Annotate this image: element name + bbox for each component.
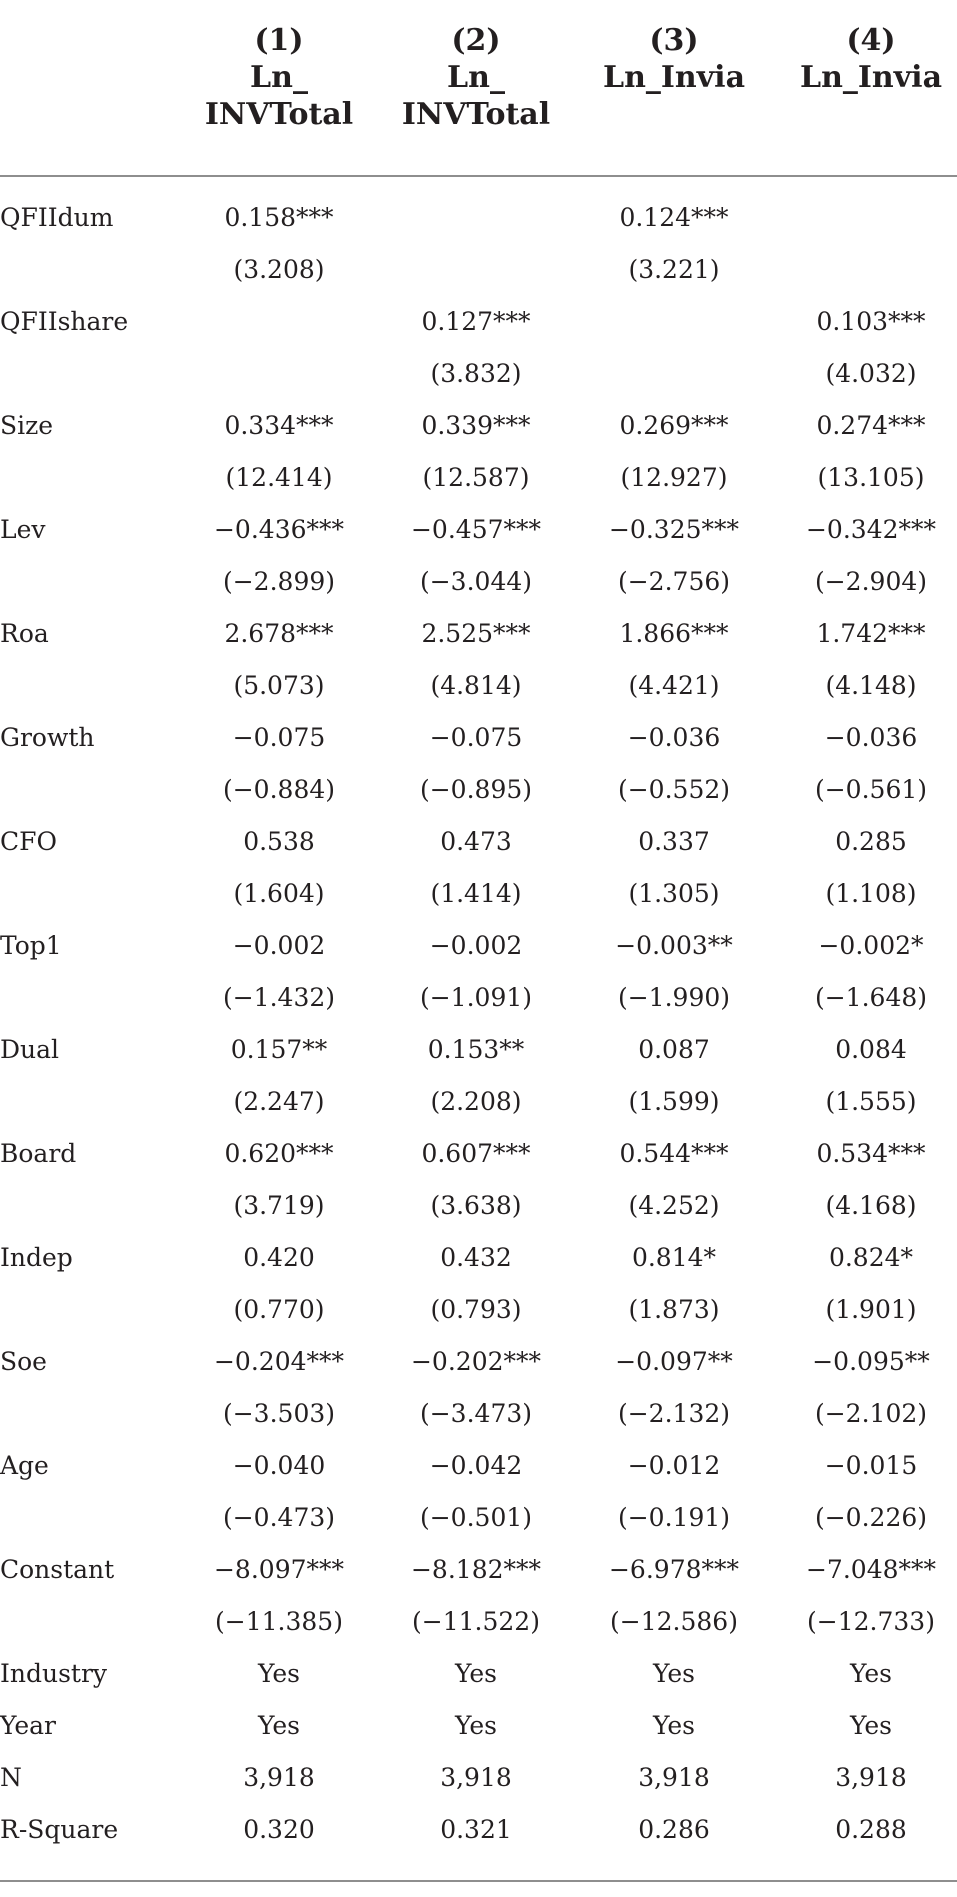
table-cell: (1.873) [628,1295,720,1324]
table-row [0,1752,957,1804]
table-cell: −0.095** [812,1347,930,1376]
table-cell: (1.599) [628,1087,720,1116]
table-row [0,1804,957,1856]
table-cell: (3.638) [430,1191,522,1220]
table-cell: 1.742*** [816,619,926,648]
table-row [0,1024,957,1076]
table-cell: −0.097** [615,1347,733,1376]
table-cell: (3.208) [233,255,325,284]
row-label: Lev [0,515,46,544]
table-cell: −0.325*** [608,515,740,544]
table-cell: 0.321 [440,1815,512,1844]
row-label: Top1 [0,931,62,960]
table-cell: (−2.102) [814,1399,928,1428]
table-cell: (−2.132) [617,1399,731,1428]
table-cell: 0.153** [427,1035,525,1064]
table-cell: (4.148) [825,671,917,700]
table-cell: (1.108) [825,879,917,908]
table-cell: −6.978*** [608,1555,740,1584]
table-cell: (0.793) [430,1295,522,1324]
row-label: Soe [0,1347,47,1376]
table-cell: (4.252) [628,1191,720,1220]
table-cell: 0.124*** [619,203,729,232]
table-row [0,1076,957,1128]
table-cell: (1.414) [430,879,522,908]
table-row [0,504,957,556]
row-label: Growth [0,723,95,752]
table-cell: (0.770) [233,1295,325,1324]
table-cell: −0.075 [232,723,326,752]
table-row [0,764,957,816]
table-cell: Yes [455,1659,497,1688]
table-row [0,348,957,400]
table-cell: (1.901) [825,1295,917,1324]
table-row [0,1596,957,1648]
table-cell: 0.814* [631,1243,717,1272]
table-cell: −0.015 [824,1451,918,1480]
table-cell: 1.866*** [619,619,729,648]
table-cell: −0.457*** [410,515,542,544]
table-cell: −0.003** [615,931,733,960]
table-row [0,660,957,712]
column-header-2 [378,22,574,133]
table-cell: 0.432 [440,1243,512,1272]
column-header-1 [181,22,377,133]
table-cell: (4.168) [825,1191,917,1220]
table-cell: Yes [455,1711,497,1740]
table-body [0,192,957,1856]
table-cell: (−0.226) [814,1503,928,1532]
column-number: (4) [846,23,896,58]
table-cell: (−0.552) [617,775,731,804]
table-cell: (12.927) [620,463,728,492]
row-label: CFO [0,827,57,856]
table-cell: (−12.733) [807,1607,935,1636]
column-number: (2) [451,23,501,58]
table-cell: (13.105) [817,463,925,492]
table-cell: −0.012 [627,1451,721,1480]
table-cell: 0.420 [243,1243,315,1272]
table-cell: −0.436*** [213,515,345,544]
table-cell: Yes [850,1711,892,1740]
table-row [0,244,957,296]
table-cell: −0.042 [429,1451,523,1480]
table-row [0,1700,957,1752]
table-cell: (5.073) [233,671,325,700]
table-cell: (1.604) [233,879,325,908]
table-row [0,608,957,660]
table-cell: 0.269*** [619,411,729,440]
table-cell: 0.087 [638,1035,710,1064]
table-cell: (2.247) [233,1087,325,1116]
column-variable: Ln_ INVTotal [204,60,354,132]
table-cell: 0.084 [835,1035,907,1064]
row-label: Dual [0,1035,60,1064]
table-row [0,1440,957,1492]
table-cell: −0.036 [627,723,721,752]
table-cell: −0.040 [232,1451,326,1480]
table-cell: (−0.191) [617,1503,731,1532]
table-cell: (4.814) [430,671,522,700]
table-row [0,920,957,972]
table-cell: (3.221) [628,255,720,284]
table-cell: (−11.385) [215,1607,343,1636]
table-cell: (−0.473) [222,1503,336,1532]
column-number: (3) [649,23,699,58]
table-cell: −0.002 [429,931,523,960]
table-cell: 0.288 [835,1815,907,1844]
table-cell: 0.620*** [224,1139,334,1168]
table-row [0,1232,957,1284]
table-cell: Yes [258,1711,300,1740]
table-row [0,556,957,608]
table-cell: 0.285 [835,827,907,856]
table-cell: 0.320 [243,1815,315,1844]
column-variable: Ln_Invia [602,60,746,95]
row-label: Constant [0,1555,115,1584]
table-cell: (4.421) [628,671,720,700]
table-row [0,816,957,868]
table-cell: −8.182*** [410,1555,542,1584]
table-cell: (−1.990) [617,983,731,1012]
table-row [0,1180,957,1232]
column-header-4 [773,22,957,96]
table-cell: (−0.884) [222,775,336,804]
table-row [0,972,957,1024]
row-label: Year [0,1711,56,1740]
table-cell: 0.158*** [224,203,334,232]
table-cell: 0.824* [828,1243,914,1272]
column-variable: Ln_Invia [799,60,943,95]
bottom-rule [0,1880,957,1882]
table-row [0,868,957,920]
row-label: Age [0,1451,49,1480]
table-cell: (−1.432) [222,983,336,1012]
table-cell: (−2.756) [617,567,731,596]
table-row [0,1544,957,1596]
table-cell: 0.274*** [816,411,926,440]
table-cell: (−12.586) [610,1607,738,1636]
table-cell: (1.305) [628,879,720,908]
column-variable: Ln_ INVTotal [401,60,551,132]
table-cell: 0.103*** [816,307,926,336]
table-cell: Yes [258,1659,300,1688]
table-cell: 2.678*** [224,619,334,648]
table-row [0,400,957,452]
row-label: QFIIdum [0,203,114,232]
table-row [0,296,957,348]
row-label: Indep [0,1243,73,1272]
table-cell: −0.002 [232,931,326,960]
table-row [0,1388,957,1440]
table-cell: (−2.904) [814,567,928,596]
row-label: N [0,1763,22,1792]
table-cell: −8.097*** [213,1555,345,1584]
table-row [0,1648,957,1700]
table-cell: 3,918 [835,1763,907,1792]
row-label: Size [0,411,54,440]
table-cell: 0.538 [243,827,315,856]
table-cell: (3.832) [430,359,522,388]
table-cell: (−11.522) [412,1607,540,1636]
table-cell: (1.555) [825,1087,917,1116]
table-cell: 0.339*** [421,411,531,440]
row-label: Roa [0,619,49,648]
table-header [0,0,957,175]
table-cell: 0.544*** [619,1139,729,1168]
table-cell: 0.534*** [816,1139,926,1168]
row-label: QFIIshare [0,307,129,336]
table-row [0,712,957,764]
table-cell: (−0.561) [814,775,928,804]
table-cell: 3,918 [638,1763,710,1792]
table-cell: (−3.473) [419,1399,533,1428]
table-cell: (−3.503) [222,1399,336,1428]
table-cell: Yes [653,1659,695,1688]
table-cell: −0.002* [818,931,924,960]
table-cell: −0.204*** [213,1347,345,1376]
table-cell: −0.202*** [410,1347,542,1376]
table-cell: −7.048*** [805,1555,937,1584]
table-cell: (−1.091) [419,983,533,1012]
table-cell: 3,918 [440,1763,512,1792]
row-label: Board [0,1139,77,1168]
table-cell: 0.337 [638,827,710,856]
table-cell: −0.036 [824,723,918,752]
table-cell: 0.473 [440,827,512,856]
table-row [0,1284,957,1336]
table-row [0,1492,957,1544]
table-cell: 0.157** [230,1035,328,1064]
table-cell: −0.342*** [805,515,937,544]
table-row [0,452,957,504]
table-row [0,1336,957,1388]
table-cell: −0.075 [429,723,523,752]
table-cell: Yes [653,1711,695,1740]
table-cell: Yes [850,1659,892,1688]
table-cell: 0.607*** [421,1139,531,1168]
table-cell: (−1.648) [814,983,928,1012]
table-cell: 3,918 [243,1763,315,1792]
table-cell: 0.334*** [224,411,334,440]
row-label: Industry [0,1659,108,1688]
table-cell: 2.525*** [421,619,531,648]
table-cell: (3.719) [233,1191,325,1220]
table-cell: (−0.895) [419,775,533,804]
table-cell: (12.414) [225,463,333,492]
table-cell: (−3.044) [419,567,533,596]
table-cell: (−0.501) [419,1503,533,1532]
table-row [0,192,957,244]
table-cell: 0.127*** [421,307,531,336]
row-label: R-Square [0,1815,119,1844]
column-number: (1) [254,23,304,58]
table-cell: 0.286 [638,1815,710,1844]
table-cell: (12.587) [422,463,530,492]
table-cell: (4.032) [825,359,917,388]
table-cell: (2.208) [430,1087,522,1116]
table-cell: (−2.899) [222,567,336,596]
table-row [0,1128,957,1180]
header-divider [0,175,957,177]
column-header-3 [576,22,772,96]
